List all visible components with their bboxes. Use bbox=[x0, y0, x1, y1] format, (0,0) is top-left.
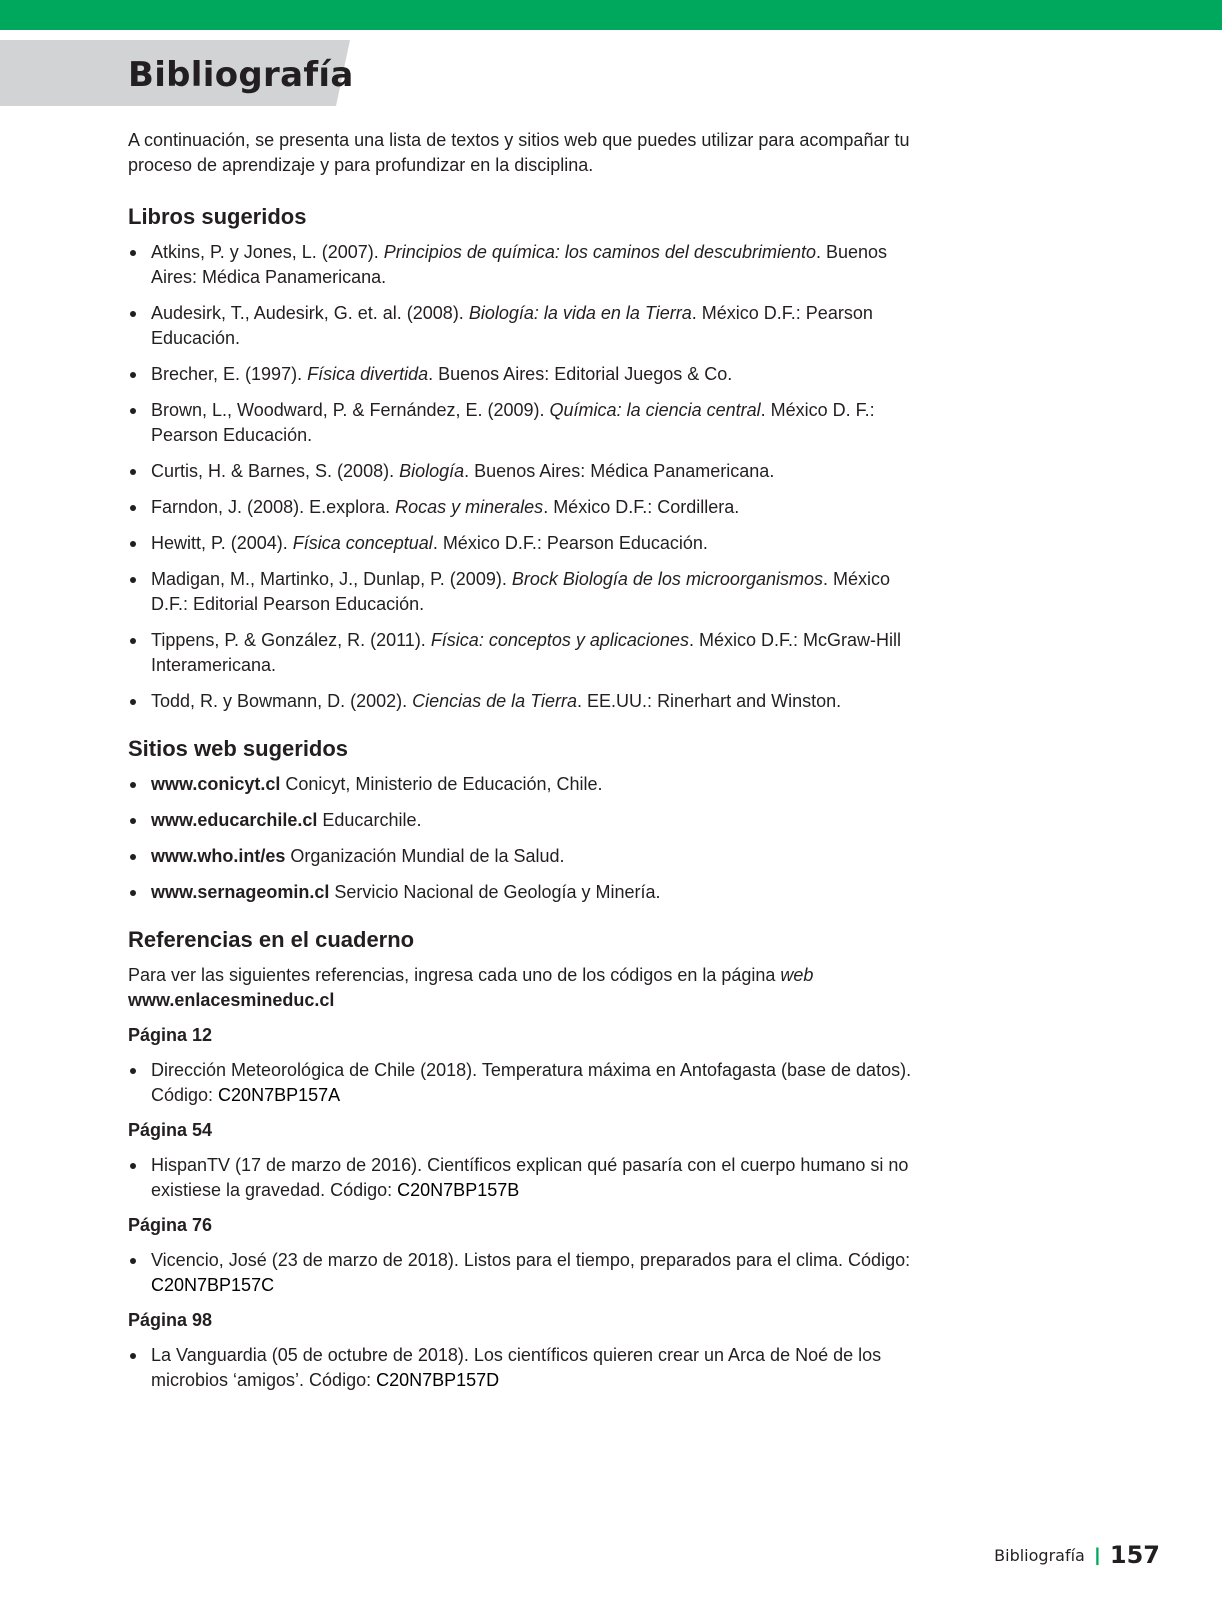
book-title: Ciencias de la Tierra bbox=[412, 691, 578, 711]
website-item: www.who.int/es Organización Mundial de la Salud. bbox=[128, 844, 928, 869]
reference-code: C20N7BP157B bbox=[397, 1180, 520, 1200]
reference-code: C20N7BP157D bbox=[376, 1370, 500, 1390]
books-list bbox=[128, 240, 928, 714]
reference-code: C20N7BP157C bbox=[151, 1275, 275, 1295]
main-content bbox=[128, 128, 928, 1393]
book-item: Atkins, P. y Jones, L. (2007). Principios de química: los caminos del descubrimiento. Buenos Aires: Médica Panamericana. bbox=[128, 240, 928, 290]
book-title: Química: la ciencia central bbox=[549, 400, 761, 420]
page-ref-heading: Página 76 bbox=[128, 1215, 213, 1235]
book-item: Hewitt, P. (2004). Física conceptual. México D.F.: Pearson Educación. bbox=[128, 531, 928, 556]
websites-list bbox=[128, 772, 928, 905]
book-item: Madigan, M., Martinko, J., Dunlap, P. (2009). Brock Biología de los microorganismos. México D.F.: Editorial Pearson Educación. bbox=[128, 567, 928, 617]
page-title: Bibliografía bbox=[128, 55, 354, 95]
book-title: Biología: la vida en la Tierra bbox=[468, 303, 692, 323]
website-item: www.sernageomin.cl Servicio Nacional de Geología y Minería. bbox=[128, 880, 928, 905]
book-title: Física: conceptos y aplicaciones bbox=[430, 630, 689, 650]
top-accent-bar bbox=[0, 0, 1222, 30]
book-title: Física conceptual bbox=[292, 533, 433, 553]
section-heading-references: Referencias en el cuaderno bbox=[128, 927, 415, 952]
reference-list bbox=[128, 1343, 928, 1393]
intro-paragraph: A continuación, se presenta una lista de textos y sitios web que puedes utilizar para acompañar tu proceso de aprendizaje y para profundizar en la disciplina. bbox=[128, 130, 910, 175]
reference-item: Vicencio, José (23 de marzo de 2018). Listos para el tiempo, preparados para el clima. Código: C20N7BP157C bbox=[128, 1248, 928, 1298]
reference-list bbox=[128, 1058, 928, 1108]
book-title: Biología bbox=[399, 461, 465, 481]
website-item: www.conicyt.cl Conicyt, Ministerio de Educación, Chile. bbox=[128, 772, 928, 797]
book-item: Brown, L., Woodward, P. & Fernández, E. (2009). Química: la ciencia central. México D. F.: Pearson Educación. bbox=[128, 398, 928, 448]
reference-list bbox=[128, 1248, 928, 1298]
reference-code: C20N7BP157A bbox=[218, 1085, 341, 1105]
footer-label: Bibliografía bbox=[994, 1545, 1085, 1565]
book-title: Brock Biología de los microorganismos bbox=[511, 569, 823, 589]
website-url: www.conicyt.cl bbox=[151, 774, 281, 794]
website-item: www.educarchile.cl Educarchile. bbox=[128, 808, 928, 833]
book-title: Principios de química: los caminos del descubrimiento bbox=[383, 242, 816, 262]
book-item: Farndon, J. (2008). E.explora. Rocas y minerales. México D.F.: Cordillera. bbox=[128, 495, 928, 520]
website-url: www.sernageomin.cl bbox=[151, 882, 330, 902]
page-number: 157 bbox=[1109, 1541, 1160, 1569]
page-ref-heading: Página 54 bbox=[128, 1120, 213, 1140]
website-url: www.educarchile.cl bbox=[151, 810, 318, 830]
page-ref-heading: Página 12 bbox=[128, 1025, 213, 1045]
book-item: Brecher, E. (1997). Física divertida. Buenos Aires: Editorial Juegos & Co. bbox=[128, 362, 928, 387]
references-note: Para ver las siguientes referencias, ingresa cada uno de los códigos en la página web www.enlacesmineduc.cl bbox=[128, 965, 814, 1010]
book-item: Todd, R. y Bowmann, D. (2002). Ciencias de la Tierra. EE.UU.: Rinerhart and Winston. bbox=[128, 689, 928, 714]
section-heading-websites: Sitios web sugeridos bbox=[128, 736, 349, 761]
page-footer bbox=[994, 1540, 1160, 1570]
reference-item: HispanTV (17 de marzo de 2016). Científicos explican qué pasaría con el cuerpo humano si no existiese la gravedad. Código: C20N7BP157B bbox=[128, 1153, 928, 1203]
book-item: Tippens, P. & González, R. (2011). Física: conceptos y aplicaciones. México D.F.: McGraw-Hill Interamericana. bbox=[128, 628, 928, 678]
reference-list bbox=[128, 1153, 928, 1203]
website-url: www.who.int/es bbox=[151, 846, 286, 866]
book-title: Física divertida bbox=[307, 364, 429, 384]
book-title: Rocas y minerales bbox=[395, 497, 544, 517]
section-heading-books: Libros sugeridos bbox=[128, 204, 307, 229]
book-item: Audesirk, T., Audesirk, G. et. al. (2008). Biología: la vida en la Tierra. México D.F.: Pearson Educación. bbox=[128, 301, 928, 351]
page-ref-heading: Página 98 bbox=[128, 1310, 213, 1330]
book-item: Curtis, H. & Barnes, S. (2008). Biología. Buenos Aires: Médica Panamericana. bbox=[128, 459, 928, 484]
reference-item: Dirección Meteorológica de Chile (2018). Temperatura máxima en Antofagasta (base de datos). Código: C20N7BP157A bbox=[128, 1058, 928, 1108]
footer-separator: | bbox=[1094, 1544, 1100, 1565]
reference-item: La Vanguardia (05 de octubre de 2018). Los científicos quieren crear un Arca de Noé de los microbios ‘amigos’. Código: C20N7BP157D bbox=[128, 1343, 928, 1393]
references-url: www.enlacesmineduc.cl bbox=[128, 990, 335, 1010]
